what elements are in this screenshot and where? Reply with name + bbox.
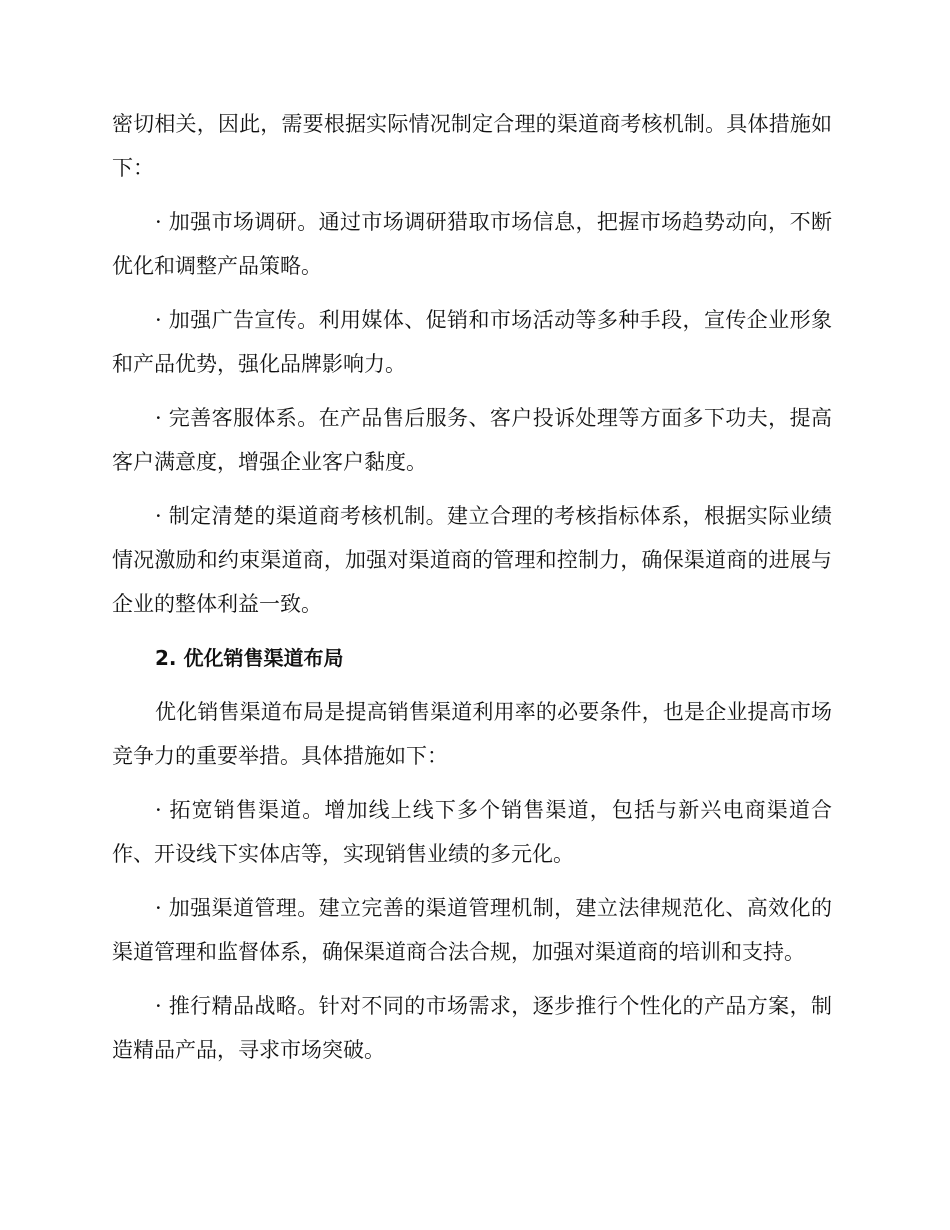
bullet-customer-service: · 完善客服体系。在产品售后服务、客户投诉处理等方面多下功夫，提高客户满意度，增强企业客户黏度。	[112, 406, 832, 474]
paragraph-intro-continuation: 密切相关，因此，需要根据实际情况制定合理的渠道商考核机制。具体措施如下：	[112, 112, 832, 180]
bullet-premium-strategy: · 推行精品战略。针对不同的市场需求，逐步推行个性化的产品方案，制造精品产品，寻求市场突破。	[112, 994, 832, 1062]
section-intro-paragraph: 优化销售渠道布局是提高销售渠道利用率的必要条件，也是企业提高市场竞争力的重要举措。具体措施如下：	[112, 700, 832, 768]
bullet-expand-channels: · 拓宽销售渠道。增加线上线下多个销售渠道，包括与新兴电商渠道合作、开设线下实体店等，实现销售业绩的多元化。	[112, 798, 832, 866]
bullet-channel-management: · 加强渠道管理。建立完善的渠道管理机制，建立法律规范化、高效化的渠道管理和监督体系，确保渠道商合法合规，加强对渠道商的培训和支持。	[112, 896, 832, 964]
bullet-advertising: · 加强广告宣传。利用媒体、促销和市场活动等多种手段，宣传企业形象和产品优势，强化品牌影响力。	[112, 308, 832, 376]
section-heading: 2. 优化销售渠道布局	[155, 646, 344, 670]
bullet-market-research: · 加强市场调研。通过市场调研猎取市场信息，把握市场趋势动向，不断优化和调整产品策略。	[112, 210, 832, 278]
bullet-channel-assessment: · 制定清楚的渠道商考核机制。建立合理的考核指标体系，根据实际业绩情况激励和约束渠道商，加强对渠道商的管理和控制力，确保渠道商的进展与企业的整体利益一致。	[112, 504, 832, 616]
